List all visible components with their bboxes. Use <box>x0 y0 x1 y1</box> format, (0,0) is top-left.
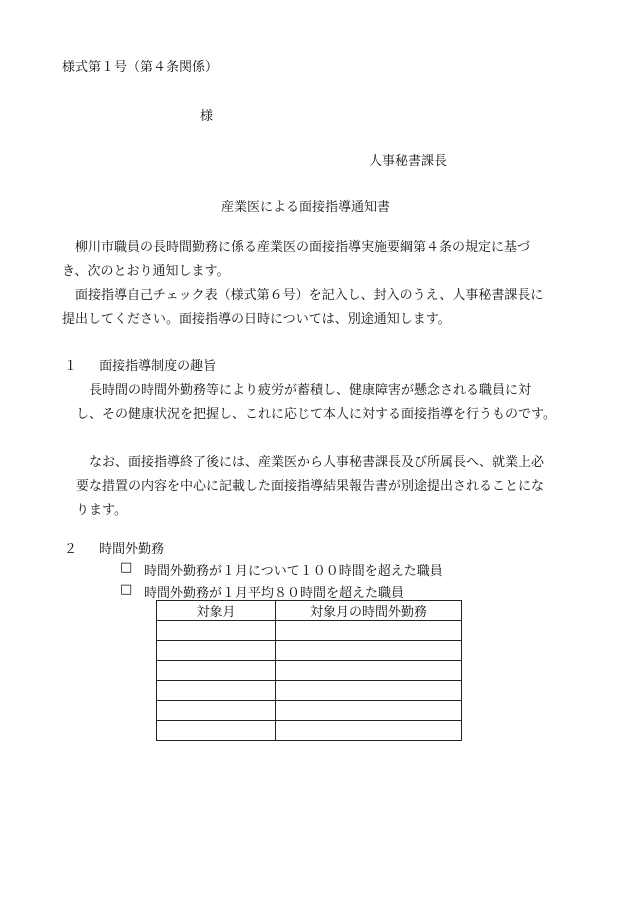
section-1-title: 面接指導制度の趣旨 <box>99 359 217 374</box>
table-row <box>157 701 462 721</box>
section-1-paragraph-1: 長時間の時間外勤務等により疲労が蓄積し、健康障害が懸念される職員に対し、その健康状況を把握し、これに応じて本人に対する面接指導を行うものです。 <box>76 383 556 422</box>
section-2-number: ２ <box>64 542 78 557</box>
section-1-paragraph-2: なお、面接指導終了後には、産業医から人事秘書課長及び所属長へ、就業上必要な措置の内容を中心に記載した面接指導結果報告書が別途提出されることになります。 <box>76 455 545 518</box>
month-cell[interactable] <box>157 661 276 681</box>
month-cell[interactable] <box>157 721 276 741</box>
overtime-cell[interactable] <box>276 661 462 681</box>
table-row <box>157 721 462 741</box>
table-row <box>157 661 462 681</box>
checkbox-icon[interactable]: □ <box>120 560 133 575</box>
table-row <box>157 621 462 641</box>
month-cell[interactable] <box>157 681 276 701</box>
overtime-cell[interactable] <box>276 621 462 641</box>
addressee-suffix: 様 <box>200 109 214 124</box>
section-2-title: 時間外勤務 <box>99 542 165 557</box>
option-average-80-hours[interactable] <box>120 582 404 601</box>
form-label: 様式第１号（第４条関係） <box>62 60 219 75</box>
header-target-month-overtime: 対象月の時間外勤務 <box>276 601 462 621</box>
document-title: 産業医による面接指導通知書 <box>221 200 391 215</box>
checkbox-icon[interactable]: □ <box>120 582 133 597</box>
section-1-heading <box>64 355 216 374</box>
overtime-cell[interactable] <box>276 681 462 701</box>
table-header-row <box>157 601 462 621</box>
overtime-cell[interactable] <box>276 641 462 661</box>
intro-paragraph-1: 柳川市職員の長時間勤務に係る産業医の面接指導実施要綱第４条の規定に基づき、次のとおり通知します。 <box>62 240 531 279</box>
intro-paragraph-2: 面接指導自己チェック表（様式第６号）を記入し、封入のうえ、人事秘書課長に提出してください。面接指導の日時については、別途通知します。 <box>62 288 544 327</box>
option-label: 時間外勤務が１月について１００時間を超えた職員 <box>144 564 443 579</box>
month-cell[interactable] <box>157 641 276 661</box>
section-1-number: １ <box>64 359 78 374</box>
table-row <box>157 681 462 701</box>
month-cell[interactable] <box>157 701 276 721</box>
overtime-month-table <box>156 600 462 741</box>
month-cell[interactable] <box>157 621 276 641</box>
table-row <box>157 641 462 661</box>
header-target-month: 対象月 <box>157 601 276 621</box>
section-2-heading <box>64 538 164 557</box>
overtime-cell[interactable] <box>276 701 462 721</box>
option-label: 時間外勤務が１月平均８０時間を超えた職員 <box>144 586 405 601</box>
sender-name: 人事秘書課長 <box>369 154 448 169</box>
overtime-cell[interactable] <box>276 721 462 741</box>
option-over-100-hours[interactable] <box>120 560 443 579</box>
